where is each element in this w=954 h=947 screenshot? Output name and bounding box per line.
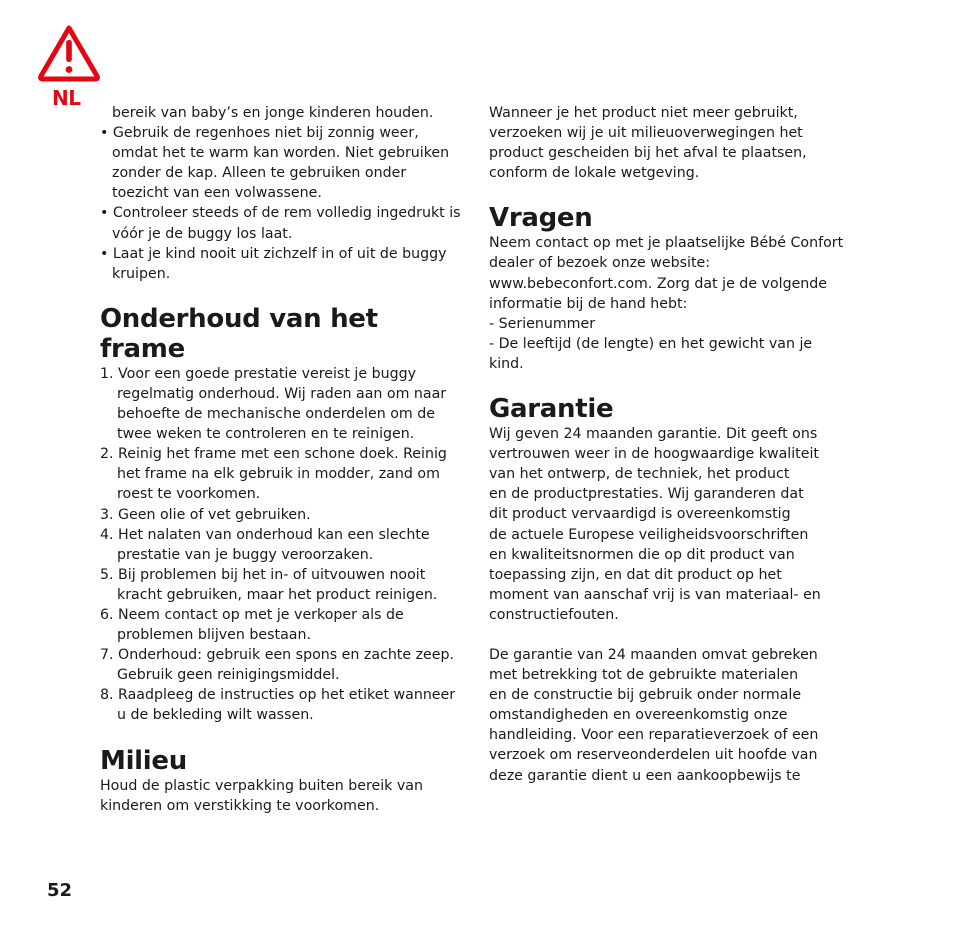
left-column [100,103,470,816]
paragraph-line: kind. [489,355,524,372]
numbered-item: 2. Reinig het frame met een schone doek. Reinig het frame na elk gebruik in modder, zand om roest te voorkomen. [100,446,447,503]
bullet-item: • Laat je kind nooit uit zichzelf in of uit de buggy kruipen. [100,245,447,282]
numbered-item: 4. Het nalaten van onderhoud kan een slechte prestatie van je buggy veroorzaken. [100,526,430,563]
numbered-item: 3. Geen olie of vet gebruiken. [100,506,311,523]
numbered-item: 7. Onderhoud: gebruik een spons en zachte zeep. Gebruik geen reinigingsmiddel. [100,647,455,684]
bullet-item: • Gebruik de regenhoes niet bij zonnig weer, omdat het te warm kan worden. Niet gebruiken zonder de kap. Alleen te gebruiken onder toezicht van een volwassene. [100,125,450,202]
numbered-item: 1. Voor een goede prestatie vereist je buggy regelmatig onderhoud. Wij raden aan om naar behoefte de mechanische onderdelen om de twee weken te controleren en te reinigen. [100,365,447,443]
paragraph-line: informatie bij de hand hebt: [489,295,688,312]
paragraph-line: kinderen om verstikking te voorkomen. [100,797,380,814]
paragraph-line: Wanneer je het product niet meer gebruikt, [489,105,798,121]
page-number: 52 [47,880,73,901]
warranty-paragraph-1: Wij geven 24 maanden garantie. Dit geeft ons vertrouwen weer in de hoogwaardige kwaliteit van het ontwerp, de techniek, het product en de productprestaties. Wij garanderen dat dit product vervaardigd is overeenkomstig de actuele Europese veiligheidsvoorschriften en kwaliteitsnormen die op dit product van toepassing zijn, en dat dit product op het moment van aanschaf vrij is van materiaal- en constructiefouten. [489,426,821,623]
website-link: www.bebeconfort.com. Zorg dat je de volgende [489,275,828,292]
section-heading-maintenance: Onderhoud van het frame [100,303,378,364]
numbered-item: 6. Neem contact op met je verkoper als de problemen blijven bestaan. [100,606,404,644]
paragraph-line: Houd de plastic verpakking buiten bereik van [100,777,423,794]
list-item: - Serienummer [489,315,596,332]
numbered-item: 5. Bij problemen bij het in- of uitvouwen nooit kracht gebruiken, maar het product reinigen. [100,566,438,603]
language-code: NL [52,86,81,110]
warranty-paragraph-2: De garantie van 24 maanden omvat gebreken met betrekking tot de gebruikte materialen en de constructie bij gebruik onder normale omstandigheden en overeenkomstig onze handleiding. Voor een reparatieverzoek of een verzoek om reserveonderdelen uit hoofde van deze garantie dient u een aankoopbewijs te [489,646,819,784]
paragraph-line: product gescheiden bij het afval te plaatsen, [489,145,807,162]
intro-line: bereik van baby’s en jonge kinderen houden. [112,105,434,121]
warning-triangle-icon [37,24,101,82]
paragraph-line: verzoeken wij je uit milieuoverwegingen het [489,125,803,142]
right-column [489,103,849,786]
list-item: - De leeftijd (de lengte) en het gewicht van je [489,335,813,352]
paragraph-line: conform de lokale wetgeving. [489,165,700,182]
section-heading-warranty: Garantie [489,394,614,425]
section-heading-questions: Vragen [489,203,593,234]
bullet-item: • Controleer steeds of de rem volledig ingedrukt is vóór je de buggy los laat. [100,205,461,242]
paragraph-line: Neem contact op met je plaatselijke Bébé Confort [489,235,844,252]
numbered-item: 8. Raadpleeg de instructies op het etiket wanneer u de bekleding wilt wassen. [100,687,456,724]
paragraph-line: dealer of bezoek onze website: [489,255,711,272]
section-heading-environment: Milieu [100,745,187,776]
